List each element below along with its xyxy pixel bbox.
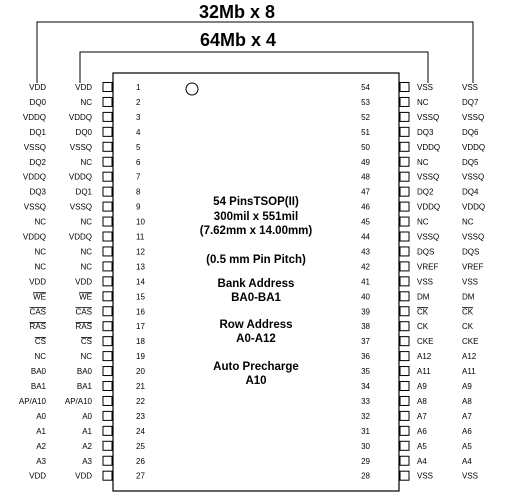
auto-precharge-label: Auto Precharge: [213, 361, 299, 373]
pin-number: 27: [136, 471, 145, 481]
pin-number: 48: [361, 172, 370, 182]
pin-label-x8: A3: [36, 456, 46, 466]
pin-number: 37: [361, 337, 370, 347]
pin-label-x4: VDD: [75, 83, 92, 92]
pin-pad: [400, 142, 409, 151]
bank-address-label: Bank Address: [217, 278, 295, 290]
pin-label-x4: BA1: [76, 382, 92, 391]
pin-label-x8: NC: [34, 217, 46, 227]
pin-label-x4: A5: [417, 441, 427, 451]
pin-label-x4: A11: [417, 367, 431, 377]
pin-number: 25: [136, 441, 145, 451]
pin-label-x4: VSS: [417, 277, 434, 287]
pin-label-x8: DQ6: [462, 127, 479, 137]
pin-label-x8: NC: [34, 262, 46, 272]
pin-pad: [103, 127, 112, 136]
pin-label-x4: NC: [80, 352, 92, 362]
pin-number: 20: [136, 367, 145, 377]
pin-pad: [400, 97, 409, 106]
row-address-value: A0-A12: [236, 333, 276, 345]
pin-pad: [103, 217, 112, 226]
pin-label-x4: DQS: [417, 247, 435, 257]
pin-label-x8: DQ3: [29, 187, 46, 197]
pin-label-x8: BA1: [30, 382, 46, 391]
pin-pad: [103, 157, 112, 166]
pin-label-x4: CAS: [75, 307, 92, 317]
pin-label-x4: DQ0: [75, 127, 92, 137]
pin-label-x8: DQ1: [29, 127, 46, 137]
pin-label-x4: RAS: [75, 322, 92, 332]
pin-pad: [400, 322, 409, 331]
pin-label-x8: NC: [34, 352, 46, 362]
pin-label-x4: CS: [80, 337, 92, 347]
pin-label-x8: A0: [36, 411, 46, 421]
pin-label-x8: A11: [462, 367, 476, 377]
pin-pad: [400, 471, 409, 480]
pin-label-x4: A7: [417, 411, 427, 421]
pin-label-x8: A7: [462, 411, 472, 421]
package-dim-mil: 300mil x 551mil: [213, 211, 299, 223]
pin-label-x4: VSS: [417, 471, 434, 481]
pin-label-x4: NC: [80, 247, 92, 257]
pin-pad: [103, 277, 112, 286]
pin-pad: [103, 367, 112, 376]
pin-number: 51: [361, 127, 370, 137]
pin-label-x8: VDDQ: [462, 202, 486, 212]
pin-label-x4: VDD: [75, 471, 92, 481]
pin-number: 40: [361, 292, 370, 302]
pin-number: 11: [136, 232, 145, 242]
pin-label-x8: A5: [462, 441, 472, 451]
pin-pad: [400, 112, 409, 121]
pin-label-x8: A1: [36, 426, 46, 436]
pin-pad: [400, 217, 409, 226]
pin-number: 42: [361, 262, 370, 272]
pin-pad: [103, 396, 112, 405]
pin-label-x8: BA0: [30, 367, 46, 377]
pin-label-x4: DQ2: [417, 187, 434, 197]
pin-number: 13: [136, 262, 145, 272]
pin-pad: [103, 187, 112, 196]
pin-label-x8: A4: [462, 456, 472, 466]
pin-label-x8: DQ2: [29, 157, 46, 167]
pin-number: 9: [136, 202, 141, 212]
pin-label-x4: VSSQ: [417, 112, 440, 122]
pin-label-x8: DM: [462, 292, 475, 302]
pin-label-x4: CK: [417, 322, 429, 332]
pin-label-x8: VDDQ: [462, 142, 486, 152]
pin-label-x4: A3: [82, 456, 92, 466]
pin-label-x8: DQ7: [462, 97, 479, 107]
pin-pad: [400, 187, 409, 196]
pin-label-x8: DQ0: [29, 97, 46, 107]
pin-label-x4: A6: [417, 426, 427, 436]
pin-label-x8: VSSQ: [462, 232, 485, 242]
pin-pad: [400, 456, 409, 465]
pin-label-x8: A6: [462, 426, 472, 436]
pin-number: 3: [136, 112, 141, 122]
pin-pad: [103, 426, 112, 435]
pin-number: 10: [136, 217, 145, 227]
pin-number: 18: [136, 337, 145, 347]
pin-number: 22: [136, 396, 145, 406]
row-address-label: Row Address: [219, 319, 293, 331]
pin-number: 19: [136, 352, 145, 362]
pin-number: 12: [136, 247, 145, 257]
auto-precharge-value: A10: [245, 375, 267, 387]
pin-label-x8: A8: [462, 396, 472, 406]
pin-label-x8: A2: [36, 441, 46, 451]
pin-pad: [103, 352, 112, 361]
pin-number: 36: [361, 352, 370, 362]
pin-number: 41: [361, 277, 370, 287]
pin-number: 16: [136, 307, 145, 317]
pin-number: 29: [361, 456, 370, 466]
pin-number: 53: [361, 97, 370, 107]
pin-label-x4: DM: [417, 292, 430, 302]
pin-label-x4: NC: [80, 157, 92, 167]
pin-pad: [400, 262, 409, 271]
pin-label-x4: CKE: [417, 337, 434, 347]
pin-label-x8: VSSQ: [23, 202, 46, 212]
pin-number: 46: [361, 202, 370, 212]
pin-label-x8: DQS: [462, 247, 480, 257]
pin-label-x8: CK: [462, 307, 474, 317]
pin-label-x8: VDD: [29, 471, 46, 481]
pin-number: 34: [361, 382, 370, 391]
pin-label-x4: WE: [79, 292, 92, 302]
pin-label-x8: CKE: [462, 337, 479, 347]
pin-pad: [400, 426, 409, 435]
pin-number: 28: [361, 471, 370, 481]
pin-number: 5: [136, 142, 141, 152]
pin-pad: [103, 83, 112, 92]
package-dim-mm: (7.62mm x 14.00mm): [199, 225, 313, 237]
pin-pad: [103, 142, 112, 151]
pin-number: 43: [361, 247, 370, 257]
pin-label-x4: VDDQ: [68, 172, 92, 182]
pin-pad: [103, 382, 112, 391]
pin-label-x8: DQ5: [462, 157, 479, 167]
pin-number: 15: [136, 292, 145, 302]
pin-label-x4: A8: [417, 396, 427, 406]
pin-label-x8: VSSQ: [462, 112, 485, 122]
pin-label-x8: VSS: [462, 471, 479, 481]
pin-label-x4: VDDQ: [417, 202, 441, 212]
pin-pad: [400, 247, 409, 256]
pin-label-x8: VDD: [29, 83, 46, 92]
pin-pad: [400, 411, 409, 420]
pin-pad: [103, 471, 112, 480]
pin-label-x4: A2: [82, 441, 92, 451]
pin-label-x4: NC: [417, 97, 429, 107]
pin-label-x8: NC: [34, 247, 46, 257]
pin-number: 14: [136, 277, 145, 287]
pin-pad: [103, 411, 112, 420]
pin-pad: [103, 202, 112, 211]
pin-number: 54: [361, 83, 370, 92]
pin-label-x8: CS: [34, 337, 46, 347]
pin-label-x8: VDDQ: [22, 112, 46, 122]
pin-pad: [103, 292, 112, 301]
pin-label-x4: CK: [417, 307, 429, 317]
pin-pad: [103, 322, 112, 331]
pin-pad: [400, 83, 409, 92]
pin-label-x4: DQ1: [75, 187, 92, 197]
pin-number: 38: [361, 322, 370, 332]
pin-label-x8: A9: [462, 382, 472, 391]
pin-number: 6: [136, 157, 141, 167]
pin-label-x4: VDDQ: [68, 232, 92, 242]
pin-label-x4: NC: [80, 262, 92, 272]
pin-number: 35: [361, 367, 370, 377]
pin-pad: [400, 352, 409, 361]
pin-number: 44: [361, 232, 370, 242]
pin-label-x8: WE: [33, 292, 46, 302]
pin-pad: [103, 441, 112, 450]
pin-label-x8: VDD: [29, 277, 46, 287]
pin-number: 24: [136, 426, 145, 436]
pin-number: 32: [361, 411, 370, 421]
pin-label-x8: NC: [462, 217, 474, 227]
pin-label-x8: VDDQ: [22, 172, 46, 182]
pin-label-x8: DQ4: [462, 187, 479, 197]
pin-label-x4: NC: [417, 157, 429, 167]
pin-label-x8: VSSQ: [23, 142, 46, 152]
pin-pad: [103, 172, 112, 181]
pin-number: 26: [136, 456, 145, 466]
pin-pad: [400, 157, 409, 166]
pin-label-x4: VSS: [417, 83, 434, 92]
pin-pad: [400, 307, 409, 316]
pin-pad: [103, 307, 112, 316]
pin-pad: [400, 202, 409, 211]
pin-number: 30: [361, 441, 370, 451]
pin-pad: [400, 337, 409, 346]
pin-label-x4: A0: [82, 411, 92, 421]
pin-pad: [103, 97, 112, 106]
pin-pad: [400, 441, 409, 450]
pin-label-x4: DQ3: [417, 127, 434, 137]
pin-number: 4: [136, 127, 141, 137]
pin-pad: [103, 247, 112, 256]
pin-label-x4: A12: [417, 352, 432, 362]
pin-label-x4: VDDQ: [68, 112, 92, 122]
pin-label-x4: A9: [417, 382, 427, 391]
pin-number: 21: [136, 382, 145, 391]
pin-label-x4: NC: [80, 217, 92, 227]
pin-label-x8: CK: [462, 322, 474, 332]
pin-number: 49: [361, 157, 370, 167]
pin-label-x4: A4: [417, 456, 427, 466]
pin-pad: [400, 232, 409, 241]
pin-label-x8: VSSQ: [462, 172, 485, 182]
pin-pad: [103, 262, 112, 271]
package-name: 54 PinsTSOP(II): [213, 196, 299, 208]
pin-label-x8: VDDQ: [22, 232, 46, 242]
pin-pad: [103, 112, 112, 121]
pin-pitch: (0.5 mm Pin Pitch): [206, 254, 306, 266]
pin-number: 23: [136, 411, 145, 421]
pin-number: 7: [136, 172, 141, 182]
bank-address-value: BA0-BA1: [231, 292, 281, 304]
pin-label-x8: RAS: [29, 322, 46, 332]
pin-number: 31: [361, 426, 370, 436]
pin-label-x4: A1: [82, 426, 92, 436]
pin-label-x4: VREF: [417, 262, 439, 272]
pin-label-x4: VDD: [75, 277, 92, 287]
pin-pad: [103, 456, 112, 465]
pin-pad: [400, 367, 409, 376]
pin-label-x8: CAS: [29, 307, 46, 317]
pin-label-x4: NC: [417, 217, 429, 227]
pin-pad: [400, 277, 409, 286]
pin-pad: [400, 292, 409, 301]
title-64mb-x4: 64Mb x 4: [200, 30, 277, 50]
pin-number: 8: [136, 187, 141, 197]
pin-number: 52: [361, 112, 370, 122]
pin-label-x8: AP/A10: [18, 396, 46, 406]
pin-pad: [400, 172, 409, 181]
pin-label-x4: VSSQ: [69, 142, 92, 152]
pin-pad: [400, 382, 409, 391]
pin-label-x8: VSS: [462, 277, 479, 287]
pin-number: 17: [136, 322, 145, 332]
pin-pad: [103, 337, 112, 346]
pin-number: 39: [361, 307, 370, 317]
pin-label-x4: VSSQ: [69, 202, 92, 212]
pin-number: 47: [361, 187, 370, 197]
pin-number: 45: [361, 217, 370, 227]
pin-pad: [400, 396, 409, 405]
pin-number: 33: [361, 396, 370, 406]
pin-label-x4: VSSQ: [417, 172, 440, 182]
pin-label-x4: AP/A10: [64, 396, 92, 406]
pin-number: 50: [361, 142, 370, 152]
pin-label-x8: A12: [462, 352, 477, 362]
pin-label-x8: VREF: [462, 262, 484, 272]
pin-label-x8: VSS: [462, 83, 479, 92]
pin-label-x4: NC: [80, 97, 92, 107]
pin-number: 1: [136, 83, 141, 92]
pin-label-x4: VDDQ: [417, 142, 441, 152]
pin-pad: [400, 127, 409, 136]
pin-pad: [103, 232, 112, 241]
pin-label-x4: BA0: [76, 367, 92, 377]
title-32mb-x8: 32Mb x 8: [199, 2, 276, 22]
pin-number: 2: [136, 97, 141, 107]
pin-label-x4: VSSQ: [417, 232, 440, 242]
